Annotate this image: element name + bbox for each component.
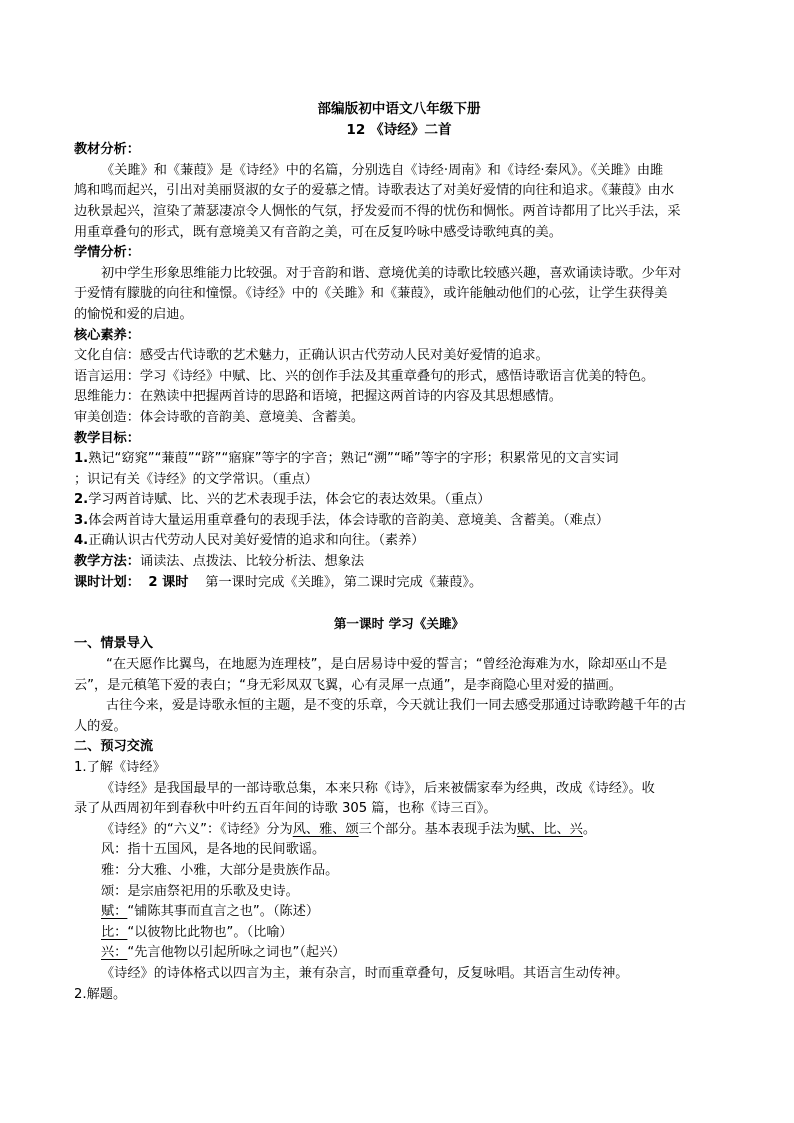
- intro-line: 人的爱。: [74, 718, 127, 734]
- goal-text: ；识记有关《诗经》的文学常识。（重点）: [74, 471, 318, 487]
- methods-row: [74, 552, 724, 573]
- goal-number: 4.: [74, 533, 89, 549]
- definition-line: 雅：分大雅、小雅，大部分是贵族作品。: [101, 862, 339, 878]
- six-meanings-parts: 风、雅、颂: [292, 821, 359, 837]
- goal-number: 2.: [74, 492, 89, 508]
- goal-text: 体会两首诗大量运用重章叠句的表现手法，体会诗歌的音韵美、意境美、含蓄美。（难点）: [88, 512, 610, 528]
- preview-heading: 二、预习交流: [74, 739, 154, 755]
- technique-term: 兴：: [101, 945, 128, 961]
- preview-sub1: 1.了解《诗经》: [74, 760, 166, 775]
- intro-line: “在天愿作比翼鸟，在地愿为连理枝”，是白居易诗中爱的誓言；“曾经沧海难为水，除却巫山不是: [106, 657, 668, 673]
- lesson-title: 12 《诗经》二首: [346, 121, 452, 138]
- analysis-line: 用重章叠句的形式，既有意境美又有音韵之美，可在反复吟咏中感受诗歌纯真的美。: [74, 224, 562, 240]
- style-line: 《诗经》的诗体格式以四言为主，兼有杂言，时而重章叠句，反复咏唱。其语言生动传神。: [101, 965, 629, 981]
- intro-line: 古往今来，爱是诗歌永恒的主题，是不变的乐章，今天就让我们一同去感受那通过诗歌跨越千年的古: [106, 698, 687, 714]
- document-title: 部编版初中语文八年级下册: [317, 101, 481, 117]
- literacy-heading: 核心素养：: [74, 327, 140, 343]
- technique-text: “铺陈其事而直言之也”。（陈述）: [127, 904, 320, 920]
- technique-line: [74, 902, 724, 923]
- intro-line: 云”，是元稹笔下爱的表白；“身无彩凤双飞翼，心有灵犀一点通”，是李商隐心里对爱的描画。: [74, 677, 622, 693]
- analysis-line: 鸠和鸣而起兴，引出对美丽贤淑的女子的爱慕之情。诗歌表达了对美好爱情的向往和追求。《蒹葭》由水: [74, 183, 675, 199]
- plan-text: 第一课时完成《关雎》，第二课时完成《蒹葭》。: [205, 574, 483, 590]
- goals-heading: 教学目标：: [74, 430, 140, 446]
- six-meanings-line: [74, 820, 724, 841]
- students-line: 初中学生形象思维能力比较强。对于音韵和谐、意境优美的诗歌比较感兴趣，喜欢诵读诗歌。少年对: [101, 265, 682, 281]
- shijing-intro-line: 《诗经》是我国最早的一部诗歌总集，本来只称《诗》，后来被儒家奉为经典，改成《诗经》。收: [101, 780, 655, 796]
- goal-item-continued: [74, 470, 724, 491]
- shijing-intro-line: 录了从西周初年到春秋中叶约五百年间的诗歌 305 篇，也称《诗三百》。: [74, 801, 497, 817]
- document-content: [74, 99, 724, 1005]
- literacy-item: 文化自信：感受古代诗歌的艺术魅力，正确认识古代劳动人民对美好爱情的追求。: [74, 348, 549, 364]
- analysis-line: 边秋景起兴，渲染了萧瑟凄凉令人惆怅的气氛，抒发爱而不得的忧伤和惆怅。两首诗都用了比兴手法，采: [74, 203, 681, 219]
- six-meanings-post: 。: [582, 821, 597, 837]
- goal-text: 熟记“窈窕”“蒹葭”“跻”“寤寐”等字的字音；熟记“溯”“晞”等字的字形；积累常见的文言实词: [88, 451, 619, 467]
- goal-text: 学习两首诗赋、比、兴的艺术表现手法，体会它的表达效果。（重点）: [88, 492, 491, 508]
- methods-heading: 教学方法：: [74, 554, 140, 570]
- goal-item: [74, 531, 724, 552]
- methods-text: 诵读法、点拨法、比较分析法、想象法: [139, 554, 365, 570]
- goal-item: [74, 449, 724, 470]
- technique-line: [74, 943, 724, 964]
- plan-heading: 课时计划：: [74, 574, 140, 590]
- technique-line: [74, 923, 724, 944]
- analysis-line: 《关雎》和《蒹葭》是《诗经》中的名篇，分别选自《诗经·周南》和《诗经·秦风》。《关雎》由雎: [101, 162, 664, 178]
- definition-line: 风：指十五国风，是各地的民间歌谣。: [101, 842, 326, 858]
- analysis-heading: 教材分析：: [74, 142, 140, 158]
- students-line: 于爱情有朦胧的向往和憧憬。《诗经》中的《关雎》和《蒹葭》，或许能触动他们的心弦，让学生获得美: [74, 286, 668, 302]
- goal-number: 3.: [74, 512, 89, 528]
- technique-term: 比：: [101, 924, 128, 940]
- six-meanings-mid: 三个部分。基本表现手法为: [358, 821, 517, 837]
- students-heading: 学情分析：: [74, 245, 140, 261]
- technique-text: “先言他物以引起所咏之词也”（起兴）: [127, 945, 346, 961]
- literacy-item: 思维能力：在熟读中把握两首诗的思路和语境，把握这两首诗的内容及其思想感情。: [74, 389, 562, 405]
- lesson1-title: 第一课时 学习《关雎》: [333, 615, 465, 631]
- literacy-item: 审美创造：体会诗歌的音韵美、意境美、含蓄美。: [74, 409, 365, 425]
- intro-heading: 一、情景导入: [74, 636, 154, 652]
- students-line: 的愉悦和爱的启迪。: [74, 306, 193, 322]
- goal-text: 正确认识古代劳动人民对美好爱情的追求和向往。（素养）: [88, 533, 425, 549]
- goal-item: [74, 511, 724, 532]
- plan-count: 2 课时: [148, 574, 189, 590]
- plan-row: [74, 573, 724, 594]
- literacy-item: 语言运用：学习《诗经》中赋、比、兴的创作手法及其重章叠句的形式，感悟诗歌语言优美的特色。: [74, 368, 655, 384]
- six-meanings-pre: 《诗经》的“六义”：《诗经》分为: [101, 821, 293, 837]
- definition-line: 颂：是宗庙祭祀用的乐歌及史诗。: [101, 883, 299, 899]
- goal-item: [74, 490, 724, 511]
- preview-sub2: 2.解题。: [74, 986, 127, 1002]
- technique-term: 赋：: [101, 904, 128, 920]
- goal-number: 1.: [74, 451, 89, 467]
- six-meanings-techniques: 赋、比、兴: [516, 821, 583, 837]
- technique-text: “以彼物比此物也”。（比喻）: [127, 924, 293, 940]
